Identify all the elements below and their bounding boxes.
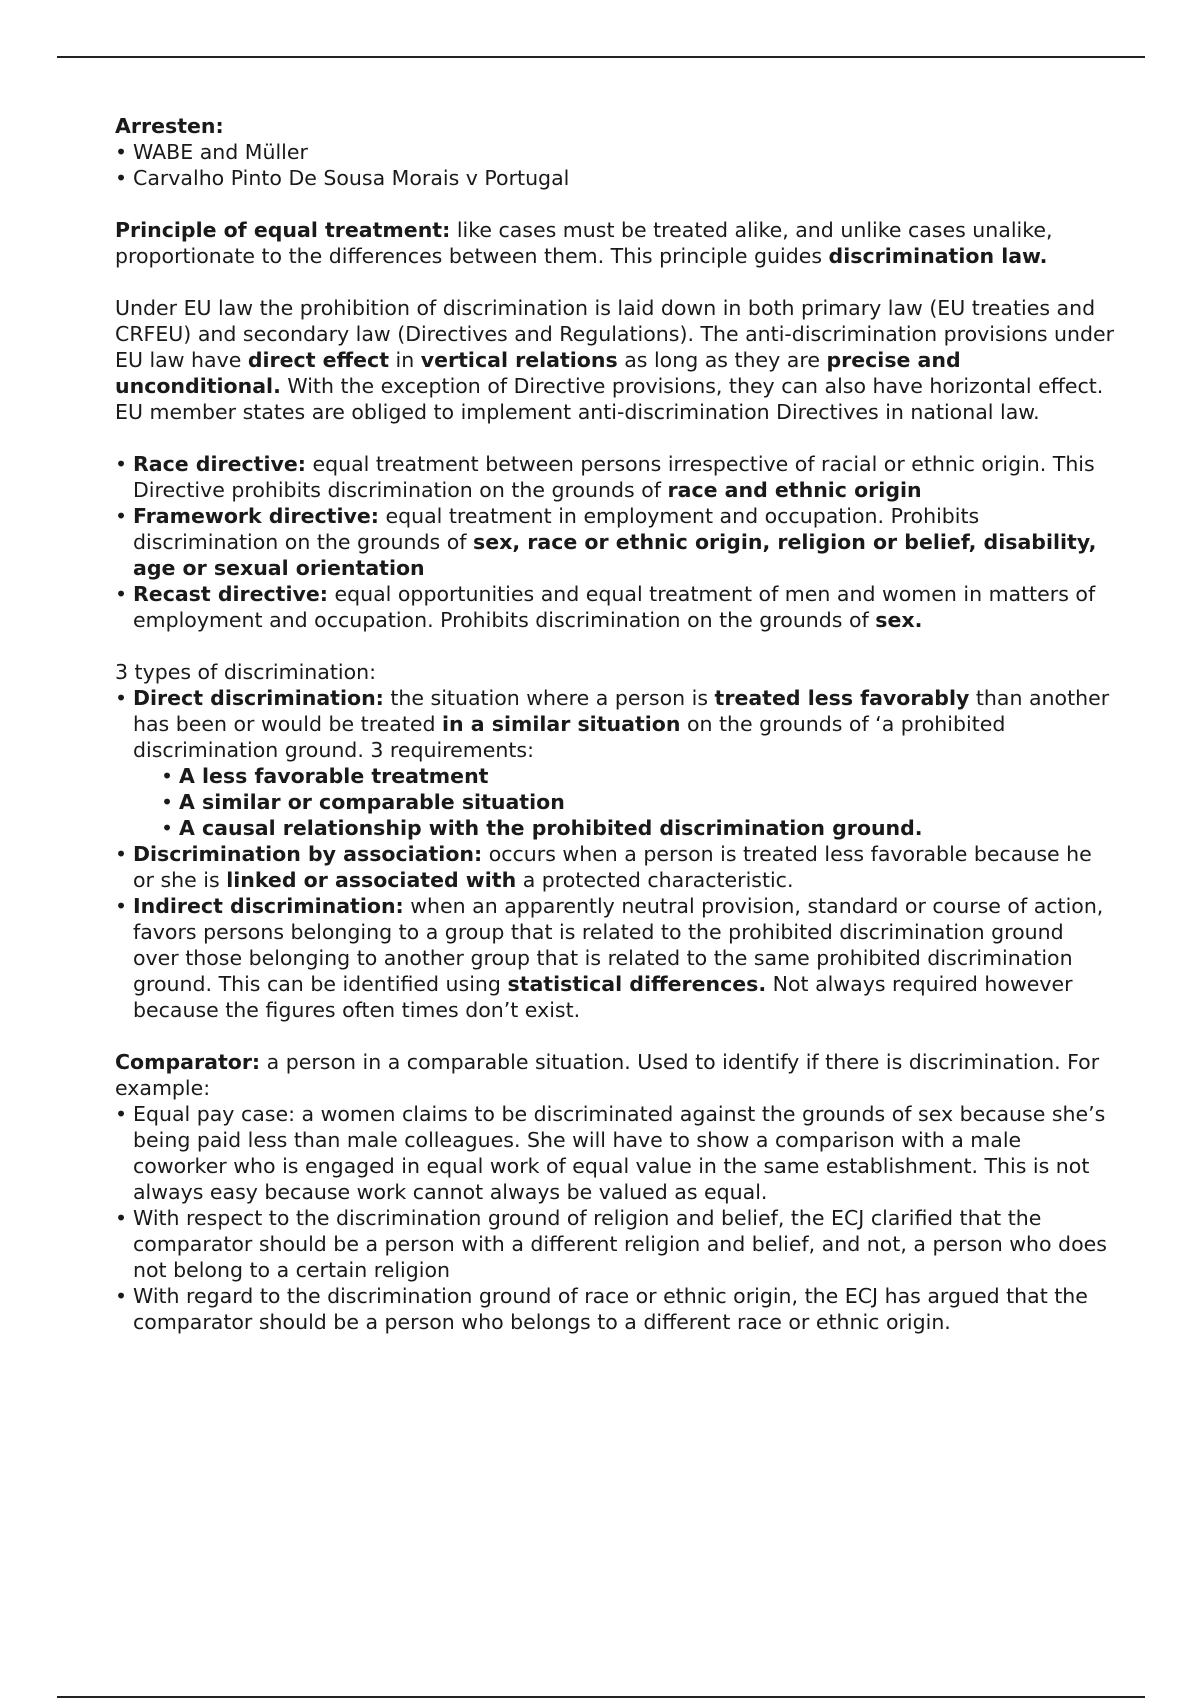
eu-law-bold: precise and unconditional. [115,348,961,398]
directive-bold: race and ethnic origin [667,478,922,502]
type-label: Direct discrimination: [133,686,384,710]
principle-label: Principle of equal treatment: [115,218,451,242]
type-text: on the grounds of ‘a prohibited discrimination ground. 3 requirements: [133,712,1006,762]
arresten-list [115,139,1115,191]
document-body [115,113,1115,1335]
type-text: than another has been or would be treated [133,686,1110,736]
type-text: when an apparently neutral provision, standard or course of action, favors persons belonging to a group that is related to the prohibited discrimination ground over those belonging to another group that is related to the same prohibited discrimination ground. This can be identified using [133,894,1104,996]
list-item: • WABE and Müller [115,139,1115,165]
comparator-label: Comparator: [115,1050,261,1074]
eu-law-text: With the exception of Directive provisions, they can also have horizontal effect. EU member states are obliged to implement anti-discrimination Directives in national law. [115,374,1104,424]
directive-text: equal treatment in employment and occupation. Prohibits discrimination on the grounds of [133,504,980,554]
type-text: the situation where a person is [383,686,715,710]
discrimination-types-section [115,659,1115,1023]
directive-framework [115,503,1115,581]
principle-paragraph [115,217,1115,269]
directive-recast [115,581,1115,633]
list-item [161,815,1115,841]
type-text: occurs when a person is treated less favorable because he or she is [133,842,1092,892]
type-bold: linked or associated with [226,868,517,892]
types-list [115,685,1115,1023]
directives-list [115,451,1115,633]
principle-text: like cases must be treated alike, and unlike cases unalike, proportionate to the differences between them. This principle guides [115,218,1053,268]
comparator-paragraph [115,1049,1115,1101]
eu-law-bold: direct effect [247,348,390,372]
comparator-section [115,1049,1115,1335]
eu-law-text: as long as they are [617,348,827,372]
types-intro: 3 types of discrimination: [115,660,377,684]
type-direct [115,685,1115,841]
comparator-text: a person in a comparable situation. Used to identify if there is discrimination. For example: [115,1050,1100,1100]
requirement-text: A causal relationship with the prohibited discrimination ground. [179,816,923,840]
type-label: Indirect discrimination: [133,894,404,918]
eu-law-bold: vertical relations [420,348,618,372]
footer-rule [57,1696,1145,1698]
type-bold: statistical differences. [507,972,767,996]
list-item [161,789,1115,815]
requirement-text: A less favorable treatment [179,764,489,788]
eu-law-text: Under EU law the prohibition of discrimination is laid down in both primary law (EU treaties and CRFEU) and secondary law (Directives and Regulations). The anti-discrimination provisions under EU law have [115,296,1115,372]
directive-text: equal opportunities and equal treatment of men and women in matters of employment and occupation. Prohibits discrimination on the grounds of [133,582,1096,632]
eu-law-text: in [389,348,421,372]
arresten-title: Arresten: [115,114,224,138]
header-rule [57,56,1145,58]
directive-bold: sex. [875,608,923,632]
directive-bold: sex, race or ethnic origin, religion or belief, disability, age or sexual orientation [133,530,1097,580]
type-label: Discrimination by association: [133,842,483,866]
type-bold: in a similar situation [442,712,681,736]
requirements-list [133,763,1115,841]
arresten-section [115,113,1115,191]
requirement-text: A similar or comparable situation [179,790,565,814]
type-text: a protected characteristic. [516,868,794,892]
directive-label: Framework directive: [133,504,379,528]
list-item: • With regard to the discrimination ground of race or ethnic origin, the ECJ has argued that the comparator should be a person who belongs to a different race or ethnic origin. [115,1283,1115,1335]
list-item: • With respect to the discrimination ground of religion and belief, the ECJ clarified that the comparator should be a person with a different religion and belief, and not, a person who does not belong to a certain religion [115,1205,1115,1283]
directive-text: equal treatment between persons irrespective of racial or ethnic origin. This Directive prohibits discrimination on the grounds of [133,452,1095,502]
directive-label: Recast directive: [133,582,328,606]
eu-law-paragraph [115,295,1115,425]
list-item: • Equal pay case: a women claims to be discriminated against the grounds of sex because she’s being paid less than male colleagues. She will have to show a comparison with a male coworker who is engaged in equal work of equal value in the same establishment. This is not always easy because work cannot always be valued as equal. [115,1101,1115,1205]
type-bold: treated less favorably [714,686,970,710]
type-text: Not always required however because the figures often times don’t exist. [133,972,1073,1022]
type-association [115,841,1115,893]
list-item: • Carvalho Pinto De Sousa Morais v Portugal [115,165,1115,191]
directive-race [115,451,1115,503]
type-indirect [115,893,1115,1023]
directive-label: Race directive: [133,452,306,476]
comparator-list [115,1101,1115,1335]
list-item [161,763,1115,789]
principle-bold-end: discrimination law. [828,244,1048,268]
